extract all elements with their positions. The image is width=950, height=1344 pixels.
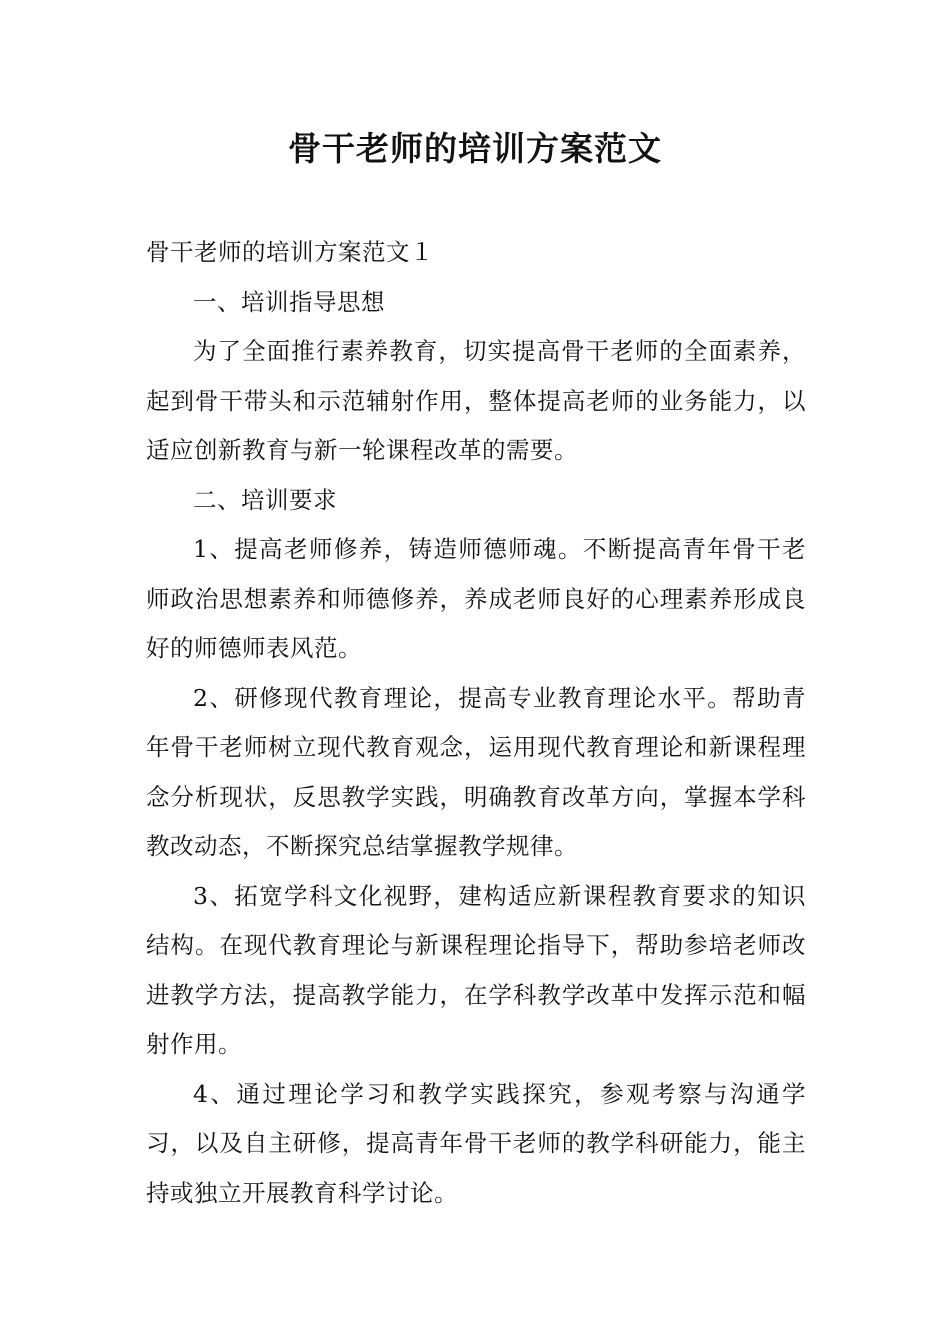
section-title: 骨干老师的培训方案范文１ — [146, 238, 434, 266]
requirement-item-1: 1、提高老师修养，铸造师德师魂。不断提高青年骨干老师政治思想素养和师德修养，养成老师良好的心理素养形成良好的师德师表风范。 — [146, 535, 806, 662]
requirement-item-3: 3、拓宽学科文化视野，建构适应新课程教育要求的知识结构。在现代教育理论与新课程理论指导下，帮助参培老师改进教学方法，提高教学能力，在学科教学改革中发挥示范和幅射作用。 — [146, 881, 806, 1058]
document-title: 骨干老师的培训方案范文 — [288, 129, 662, 168]
paragraph-guiding-ideology: 为了全面推行素养教育，切实提高骨干老师的全面素养，起到骨干带头和示范辅射作用，整体提高老师的业务能力，以适应创新教育与新一轮课程改革的需要。 — [146, 337, 806, 464]
document-body — [146, 228, 806, 1218]
heading-guiding-ideology: 一、培训指导思想 — [193, 287, 385, 316]
heading-training-requirements: 二、培训要求 — [193, 485, 337, 514]
requirement-item-4: 4、通过理论学习和教学实践探究，参观考察与沟通学习，以及自主研修，提高青年骨干老师的教学科研能力，能主持或独立开展教育科学讨论。 — [146, 1079, 806, 1207]
requirement-item-2: 2、研修现代教育理论，提高专业教育理论水平。帮助青年骨干老师树立现代教育观念，运用现代教育理论和新课程理念分析现状，反思教学实践，明确教育改革方向，掌握本学科教改动态，不断探究总结掌握教学规律。 — [146, 683, 806, 860]
